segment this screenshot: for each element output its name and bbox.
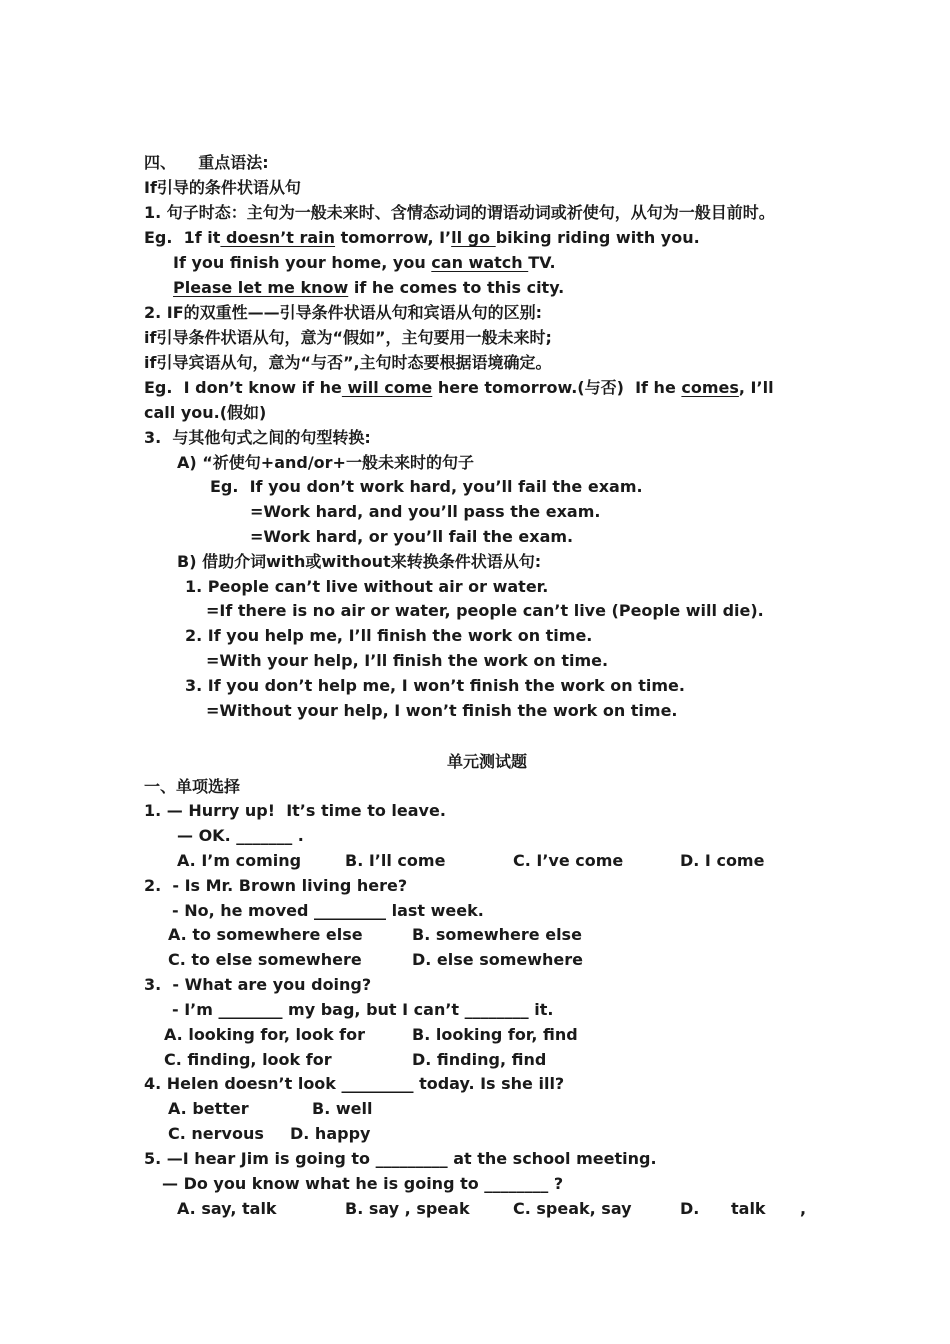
grammar-heading: 四、 重点语法: xyxy=(144,153,269,172)
example-2-underlined: can watch xyxy=(431,253,529,272)
question-1-reply: — OK. _______ . xyxy=(177,826,304,845)
example-1-part: biking riding with you. xyxy=(495,228,700,247)
sub-b-item-3-eq: =Without your help, I won’t finish the work on time. xyxy=(206,701,678,720)
example-2 xyxy=(173,253,556,277)
q5-option-d: D. xyxy=(680,1199,700,1218)
question-3-reply: - I’m ________ my bag, but I can’t ________ it. xyxy=(172,1000,554,1019)
example-3-part: if he comes to this city. xyxy=(348,278,565,297)
q4-option-b: B. well xyxy=(312,1099,373,1118)
q5-option-c: C. speak, say xyxy=(513,1199,632,1218)
test-section: 一、单项选择 xyxy=(144,777,241,796)
grammar-topic: If引导的条件状语从句 xyxy=(144,178,301,197)
question-3: 3. - What are you doing? xyxy=(144,975,372,994)
question-5-reply: — Do you know what he is going to ________ ? xyxy=(162,1174,564,1193)
test-title: 单元测试题 xyxy=(446,752,527,771)
q5-option-d-comma: , xyxy=(800,1199,807,1218)
example-4-underlined: will come xyxy=(341,378,433,397)
q2-option-b: B. somewhere else xyxy=(412,925,582,944)
example-1-underlined: doesn’t rain xyxy=(220,228,336,247)
sub-a-title: A) “祈使句+and/or+一般未来时的句子 xyxy=(177,453,474,472)
q1-option-a: A. I’m coming xyxy=(177,851,302,870)
question-2-reply: - No, he moved _________ last week. xyxy=(172,901,484,920)
q5-option-b: B. say , speak xyxy=(345,1199,470,1218)
q3-option-d: D. finding, find xyxy=(412,1050,547,1069)
example-1 xyxy=(144,228,700,252)
q1-option-d: D. I come xyxy=(680,851,765,870)
q1-option-b: B. I’ll come xyxy=(345,851,446,870)
q3-option-a: A. looking for, look for xyxy=(164,1025,365,1044)
example-1-part: Eg. 1f it xyxy=(144,228,221,247)
transform-title: 3. 与其他句式之间的句型转换: xyxy=(144,428,371,447)
q5-option-d-text: talk xyxy=(731,1199,766,1218)
example-4 xyxy=(144,378,774,402)
sub-b-item-2: 2. If you help me, I’ll finish the work on time. xyxy=(185,626,593,645)
example-2-part: TV. xyxy=(528,253,556,272)
sub-b-item-3: 3. If you don’t help me, I won’t finish the work on time. xyxy=(185,676,685,695)
sub-a-and: =Work hard, and you’ll pass the exam. xyxy=(250,502,601,521)
sub-b-title: B) 借助介词with或without来转换条件状语从句: xyxy=(177,552,542,571)
example-4-part: Eg. I don’t know if he xyxy=(144,378,342,397)
q3-option-c: C. finding, look for xyxy=(164,1050,332,1069)
example-4-part: here tomorrow.(与否) If he xyxy=(432,378,682,397)
q1-option-c: C. I’ve come xyxy=(513,851,624,870)
question-2: 2. - Is Mr. Brown living here? xyxy=(144,876,408,895)
example-4-part: , I’ll xyxy=(738,378,774,397)
sub-a-or: =Work hard, or you’ll fail the exam. xyxy=(250,527,574,546)
q4-option-a: A. better xyxy=(168,1099,249,1118)
example-4-cont: call you.(假如) xyxy=(144,403,267,422)
q3-option-b: B. looking for, find xyxy=(412,1025,578,1044)
question-5: 5. —I hear Jim is going to _________ at the school meeting. xyxy=(144,1149,657,1168)
dual-object: if引导宾语从句，意为“与否”,主句时态要根据语境确定。 xyxy=(144,353,552,372)
sub-a-example: Eg. If you don’t work hard, you’ll fail the exam. xyxy=(210,477,643,496)
q4-option-c: C. nervous xyxy=(168,1124,264,1143)
question-1: 1. — Hurry up! It’s time to leave. xyxy=(144,801,446,820)
sub-b-item-1: 1. People can’t live without air or water. xyxy=(185,577,549,596)
q2-option-d: D. else somewhere xyxy=(412,950,584,969)
example-1-part: tomorrow, I’ xyxy=(335,228,452,247)
tense-rule: 1. 句子时态：主句为一般未来时、含情态动词的谓语动词或祈使句，从句为一般目前时。 xyxy=(144,203,775,222)
example-4-underlined: comes xyxy=(681,378,739,397)
dual-conditional: if引导条件状语从句，意为“假如”，主句要用一般未来时; xyxy=(144,328,552,347)
sub-b-item-2-eq: =With your help, I’ll finish the work on time. xyxy=(206,651,609,670)
q4-option-d: D. happy xyxy=(290,1124,371,1143)
sub-b-item-1-eq: =If there is no air or water, people can’t live (People will die). xyxy=(206,601,764,620)
dual-title: 2. IF的双重性——引导条件状语从句和宾语从句的区别: xyxy=(144,303,543,322)
q5-option-a: A. say, talk xyxy=(177,1199,277,1218)
example-3-underlined: Please let me know xyxy=(173,278,349,297)
q2-option-a: A. to somewhere else xyxy=(168,925,363,944)
q2-option-c: C. to else somewhere xyxy=(168,950,362,969)
question-4: 4. Helen doesn’t look _________ today. Is she ill? xyxy=(144,1074,565,1093)
example-2-part: If you finish your home, you xyxy=(173,253,432,272)
example-1-underlined: ll go xyxy=(451,228,496,247)
example-3 xyxy=(173,278,564,302)
